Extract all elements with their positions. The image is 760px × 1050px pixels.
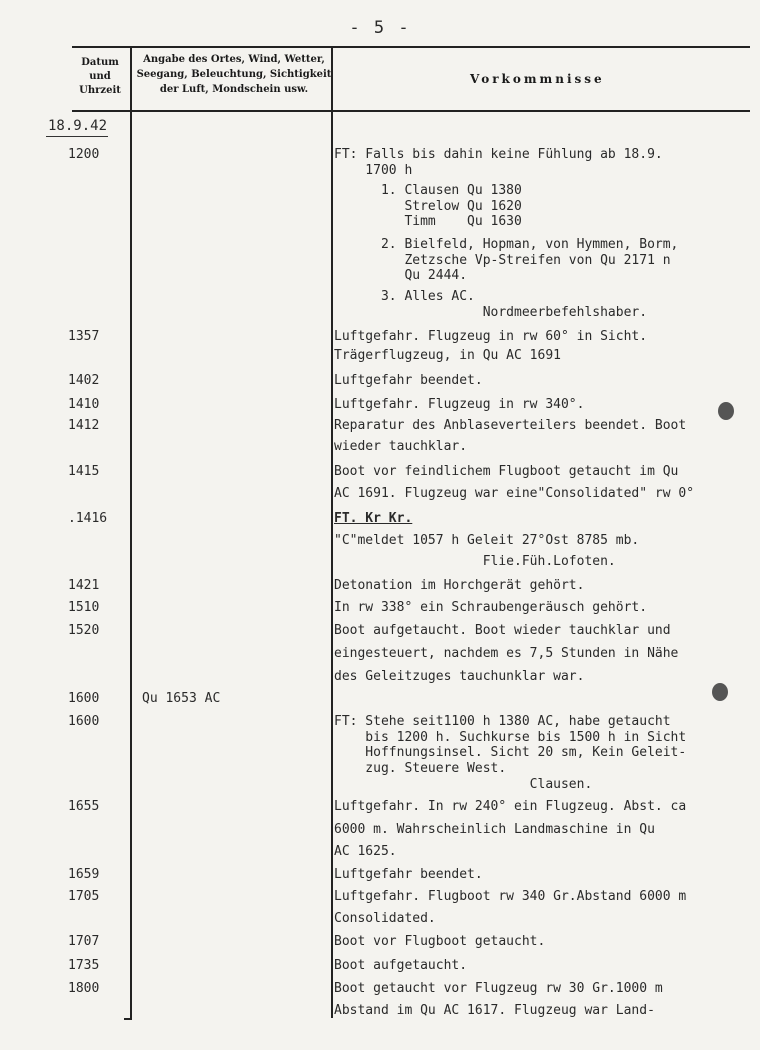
event-line: FT: Stehe seit1100 h 1380 AC, habe getaucht <box>334 714 671 729</box>
event-line: Boot vor feindlichem Flugboot getaucht im Qu <box>334 464 679 479</box>
entry-time: 1800 <box>68 981 100 996</box>
entry-time: 1410 <box>68 397 100 412</box>
entry-time: 1600 <box>68 714 100 729</box>
event-line: des Geleitzuges tauchunklar war. <box>334 669 585 684</box>
event-line: Boot aufgetaucht. Boot wieder tauchklar und <box>334 623 671 638</box>
event-line: AC 1691. Flugzeug war eine"Consolidated" rw 0° <box>334 486 695 501</box>
entry-time: 1520 <box>68 623 100 638</box>
entry-time: 1421 <box>68 578 100 593</box>
entry-time: 1510 <box>68 600 100 615</box>
event-line: eingesteuert, nachdem es 7,5 Stunden in Nähe <box>334 646 679 661</box>
log-date: 18.9.42 <box>48 118 108 134</box>
header-bottom-rule <box>72 110 750 112</box>
event-line: Detonation im Horchgerät gehört. <box>334 578 585 593</box>
punch-hole <box>712 683 728 701</box>
event-line: Luftgefahr beendet. <box>334 373 483 388</box>
event-line: Luftgefahr. Flugzeug in rw 60° in Sicht. <box>334 329 648 344</box>
entry-time: 1600 <box>68 691 100 706</box>
date-underline <box>46 136 108 137</box>
entry-time: 1735 <box>68 958 100 973</box>
entry-position: Qu 1653 AC <box>142 691 221 706</box>
event-line: Trägerflugzeug, in Qu AC 1691 <box>334 348 561 363</box>
event-line: Zetzsche Vp-Streifen von Qu 2171 n <box>334 253 671 268</box>
header-events: Vorkommnisse <box>470 72 605 86</box>
event-line: Strelow Qu 1620 <box>334 199 522 214</box>
event-line: FT. Kr Kr. <box>334 511 413 526</box>
left-margin-tick <box>124 1018 132 1020</box>
event-line: Flie.Füh.Lofoten. <box>334 554 616 569</box>
event-line: Luftgefahr. In rw 240° ein Flugzeug. Abst. ca <box>334 799 687 814</box>
header-top-rule <box>72 46 750 48</box>
entry-time: 1412 <box>68 418 100 433</box>
event-line: Boot getaucht vor Flugzeug rw 30 Gr.1000 m <box>334 981 663 996</box>
entry-time: 1402 <box>68 373 100 388</box>
event-line: Luftgefahr. Flugboot rw 340 Gr.Abstand 6000 m <box>334 889 687 904</box>
event-line: Luftgefahr. Flugzeug in rw 340°. <box>334 397 585 412</box>
event-line: Timm Qu 1630 <box>334 214 522 229</box>
column-divider-2 <box>331 46 333 1018</box>
event-line: 1. Clausen Qu 1380 <box>334 183 522 198</box>
event-line: 6000 m. Wahrscheinlich Landmaschine in Qu <box>334 822 655 837</box>
entry-time: 1200 <box>68 147 100 162</box>
event-line: Nordmeerbefehlshaber. <box>334 305 648 320</box>
entry-time: 1659 <box>68 867 100 882</box>
page-number: - 5 - <box>349 18 411 38</box>
event-line: Clausen. <box>334 777 593 792</box>
event-line: Consolidated. <box>334 911 436 926</box>
event-line: AC 1625. <box>334 844 397 859</box>
event-line: 1700 h <box>334 163 413 178</box>
event-line: Boot aufgetaucht. <box>334 958 468 973</box>
entry-time: 1357 <box>68 329 100 344</box>
event-line: Abstand im Qu AC 1617. Flugzeug war Land- <box>334 1003 655 1018</box>
entry-time: 1415 <box>68 464 100 479</box>
column-divider-1 <box>130 46 132 1018</box>
event-line: Hoffnungsinsel. Sicht 20 sm, Kein Geleit- <box>334 745 687 760</box>
entry-time: .1416 <box>68 511 108 526</box>
event-line: Reparatur des Anblaseverteilers beendet. Boot <box>334 418 687 433</box>
event-line: bis 1200 h. Suchkurse bis 1500 h in Sicht <box>334 730 687 745</box>
entry-time: 1707 <box>68 934 100 949</box>
entry-time: 1655 <box>68 799 100 814</box>
header-date-time: Datum und Uhrzeit <box>79 57 121 96</box>
event-line: 2. Bielfeld, Hopman, von Hymmen, Borm, <box>334 237 679 252</box>
event-line: "C"meldet 1057 h Geleit 27°Ost 8785 mb. <box>334 533 640 548</box>
event-line: zug. Steuere West. <box>334 761 507 776</box>
event-line: Boot vor Flugboot getaucht. <box>334 934 546 949</box>
event-line: FT: Falls bis dahin keine Fühlung ab 18.9. <box>334 147 663 162</box>
entry-time: 1705 <box>68 889 100 904</box>
event-line: 3. Alles AC. <box>334 289 475 304</box>
event-line: In rw 338° ein Schraubengeräusch gehört. <box>334 600 648 615</box>
event-line: wieder tauchklar. <box>334 439 468 454</box>
event-line: Qu 2444. <box>334 268 468 283</box>
punch-hole <box>718 402 734 420</box>
header-location-weather: Angabe des Ortes, Wind, Wetter, Seegang, Beleuchtung, Sichtigkeit der Luft, Mondschein usw. <box>136 54 332 95</box>
event-line: Luftgefahr beendet. <box>334 867 483 882</box>
